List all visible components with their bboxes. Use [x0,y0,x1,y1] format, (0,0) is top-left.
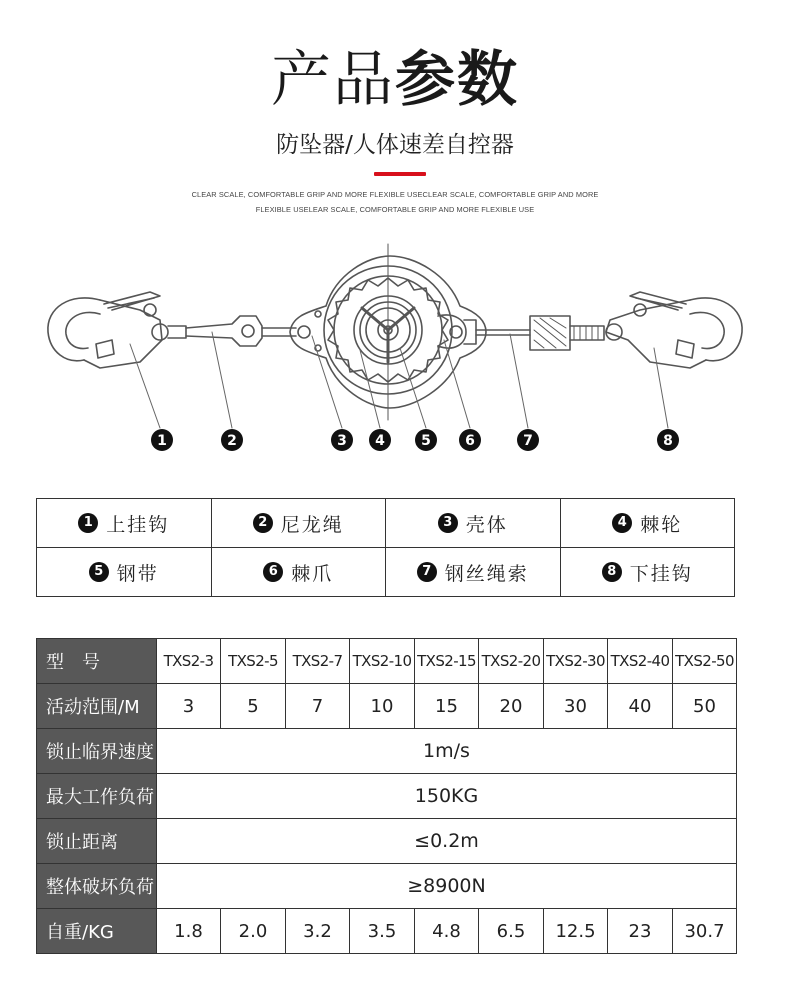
steel-cable-illustration [476,316,604,350]
marker-6 [459,429,481,451]
legend-number: 4 [612,513,632,533]
svg-text:2: 2 [227,433,237,449]
svg-text:7: 7 [523,433,533,449]
page-title [0,44,790,116]
legend-label: 棘爪 [291,562,334,585]
legend-label: 上挂钩 [106,513,170,536]
svg-text:3: 3 [337,433,347,449]
legend-label: 钢丝绳索 [444,562,529,585]
legend-number: 1 [78,513,98,533]
legend-label: 下挂钩 [629,562,693,585]
legend-number: 6 [263,562,283,582]
marker-4 [369,429,391,451]
lower-hook-illustration [606,292,742,368]
lock-distance-value: ≤0.2m [157,819,737,864]
range-cell: 30 [544,684,608,729]
legend-item [211,548,386,597]
legend-item [386,499,561,548]
legend-label: 棘轮 [640,513,683,536]
model-cell: TXS2-50 [673,639,737,684]
marker-1 [151,429,173,451]
weight-cell: 23 [608,909,673,954]
legend-item [560,499,735,548]
svg-text:4: 4 [375,433,385,449]
legend-item [37,499,212,548]
model-cell: TXS2-20 [479,639,544,684]
svg-text:1: 1 [157,433,167,449]
row-label-weight: 自重/KG [37,909,157,954]
weight-cell: 12.5 [544,909,608,954]
table-row [37,819,737,864]
product-diagram [0,240,790,460]
range-cell: 20 [479,684,544,729]
model-cell: TXS2-30 [544,639,608,684]
lock-speed-value: 1m/s [157,729,737,774]
legend-item [211,499,386,548]
marker-2 [221,429,243,451]
legend-number: 3 [438,513,458,533]
row-label-range: 活动范围/M [37,684,157,729]
weight-cell: 1.8 [157,909,221,954]
range-cell: 7 [286,684,350,729]
legend-item [386,548,561,597]
parts-legend [36,498,735,597]
weight-cell: 6.5 [479,909,544,954]
marker-5 [415,429,437,451]
svg-text:8: 8 [663,433,673,449]
range-cell: 15 [415,684,479,729]
range-cell: 40 [608,684,673,729]
svg-text:6: 6 [465,433,475,449]
row-label-lock-speed: 锁止临界速度 [37,729,157,774]
row-label-max-load: 最大工作负荷 [37,774,157,819]
row-label-lock-distance: 锁止距离 [37,819,157,864]
model-cell: TXS2-15 [415,639,479,684]
weight-cell: 3.2 [286,909,350,954]
table-row [37,774,737,819]
weight-cell: 2.0 [221,909,286,954]
upper-hook-illustration [48,292,168,368]
range-cell: 5 [221,684,286,729]
spec-table [36,638,737,954]
svg-text:5: 5 [421,433,431,449]
diagram-markers [151,429,679,451]
table-row [37,909,737,954]
nylon-strap-illustration [168,316,296,346]
title-light: 产品 [271,45,395,115]
legend-label: 壳体 [465,513,508,536]
legend-number: 2 [253,513,273,533]
tagline: CLEAR SCALE, COMFORTABLE GRIP AND MORE FLEXIBLE USECLEAR SCALE, COMFORTABLE GRIP AND MORE FLEXIBLE USELEAR SCALE, COMFORTABLE GRIP AND MORE FLEXIBLE USE [191,190,599,214]
model-cell: TXS2-3 [157,639,221,684]
row-label-model: 型 号 [37,639,157,684]
legend-label: 钢带 [116,562,159,585]
model-cell: TXS2-5 [221,639,286,684]
legend-number: 5 [89,562,109,582]
housing-illustration [290,244,486,420]
weight-cell: 30.7 [673,909,737,954]
marker-7 [517,429,539,451]
model-cell: TXS2-40 [608,639,673,684]
range-cell: 3 [157,684,221,729]
model-cell: TXS2-7 [286,639,350,684]
range-cell: 10 [350,684,415,729]
legend-label: 尼龙绳 [280,513,344,536]
title-bold: 参数 [395,45,519,115]
table-row [37,684,737,729]
legend-item [37,548,212,597]
weight-cell: 4.8 [415,909,479,954]
row-label-break-load: 整体破坏负荷 [37,864,157,909]
table-row [37,864,737,909]
weight-cell: 3.5 [350,909,415,954]
break-load-value: ≥8900N [157,864,737,909]
max-load-value: 150KG [157,774,737,819]
model-cell: TXS2-10 [350,639,415,684]
table-row [37,729,737,774]
marker-8 [657,429,679,451]
range-cell: 50 [673,684,737,729]
product-subtitle: 防坠器/人体速差自控器 [276,132,514,158]
marker-3 [331,429,353,451]
legend-item [560,548,735,597]
legend-number: 7 [417,562,437,582]
accent-divider [374,172,426,176]
table-row [37,639,737,684]
legend-number: 8 [602,562,622,582]
